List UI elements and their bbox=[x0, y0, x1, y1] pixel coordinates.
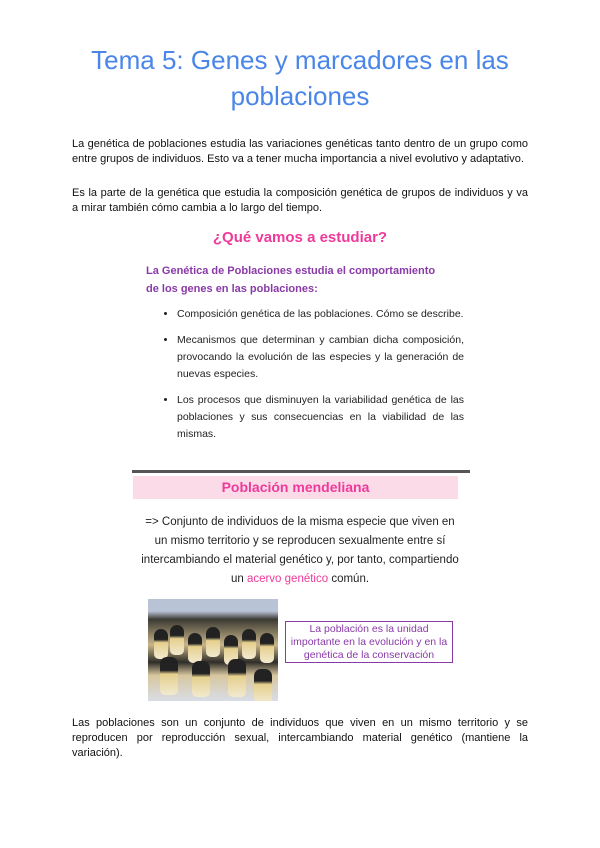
list-item: • Mecanismos que determinan y cambian dicha composición, provocando la evolución de las especies y la generación de nuevas especies. bbox=[177, 332, 464, 383]
definition-part: => Conjunto de individuos de la misma especie que viven en un mismo territorio y se reproducen sexualmente entre sí intercambiando el material genético y, por tanto, compartiendo un bbox=[141, 516, 459, 585]
divider bbox=[132, 470, 470, 473]
definition-part: común. bbox=[328, 573, 370, 585]
penguin-colony-image bbox=[148, 599, 278, 701]
topic-list bbox=[163, 306, 464, 452]
slide-heading: Población mendeliana bbox=[133, 476, 458, 499]
closing-paragraph: Las poblaciones son un conjunto de individuos que viven en un mismo territorio y se reproducen por reproducción sexual, intercambiando material genético (mantiene la variación). bbox=[72, 717, 528, 759]
slide-heading: ¿Qué vamos a estudiar? bbox=[212, 229, 388, 246]
highlight-term: acervo genético bbox=[246, 573, 329, 585]
definition-text bbox=[140, 513, 460, 589]
page-title: Tema 5: Genes y marcadores en las poblaciones bbox=[91, 45, 509, 111]
intro-paragraph-2: Es la parte de la genética que estudia la composición genética de grupos de individuos y va a mirar también cómo cambia a lo largo del tiempo. bbox=[72, 187, 528, 214]
callout-box: La población es la unidad importante en la evolución y en la genética de la conservación bbox=[285, 621, 453, 663]
intro-paragraph-1: La genética de poblaciones estudia las variaciones genéticas tanto dentro de un grupo como entre grupos de individuos. Esto va a tener mucha importancia a nivel evolutivo y adaptativo. bbox=[72, 138, 528, 165]
slide-lead-text: La Genética de Poblaciones estudia el comportamiento de los genes en las poblaciones: bbox=[146, 265, 436, 295]
list-item: • Composición genética de las poblaciones. Cómo se describe. bbox=[177, 306, 464, 323]
list-item: • Los procesos que disminuyen la variabilidad genética de las poblaciones y sus consecuencias en la viabilidad de las mismas. bbox=[177, 392, 464, 443]
